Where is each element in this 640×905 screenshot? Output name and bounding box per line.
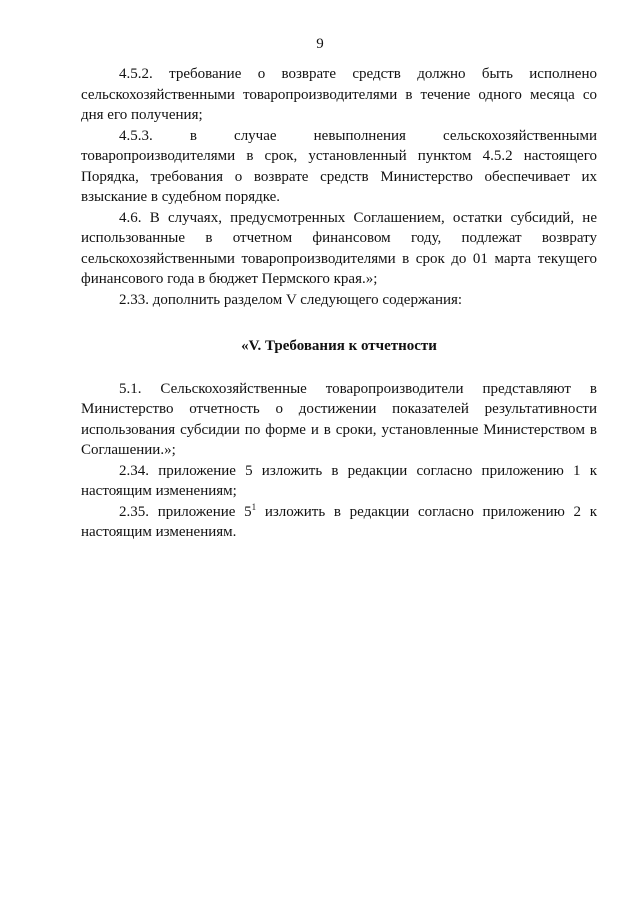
page-number: 9	[316, 36, 324, 52]
document-body	[81, 64, 597, 543]
paragraph-2-35	[81, 502, 597, 543]
paragraph-5-1: 5.1. Сельскохозяйственные товаропроизводители представляют в Министерство отчетность о достижении показателей результативности использования субсидии по форме и в сроки, установленные Министерством в Соглашении.»;	[81, 380, 597, 458]
paragraph-4-6: 4.6. В случаях, предусмотренных Соглашением, остатки субсидий, не использованные в отчетном финансовом году, подлежат возврату сельскохозяйственными товаропроизводителями в срок до 01 марта текущего финансового года в бюджет Пермского края.»;	[81, 209, 597, 287]
paragraph-4-5-2: 4.5.2. требование о возврате средств должно быть исполнено сельскохозяйственными товаропроизводителями в течение одного месяца со дня его получения;	[81, 66, 597, 123]
superscript-index: 1	[251, 501, 257, 512]
section-heading: «V. Требования к отчетности	[241, 338, 437, 354]
paragraph-2-35-end: изложить в редакции согласно приложению 2 к настоящим изменениям.	[81, 503, 597, 540]
paragraph-2-35-start: 2.35. приложение 5	[119, 503, 252, 520]
paragraph-4-5-3: 4.5.3. в случае невыполнения сельскохозяйственными товаропроизводителями в срок, установленный пунктом 4.5.2 настоящего Порядка, требования о возврате средств Министерство обеспечивает их взыскание в судебном порядке.	[81, 127, 597, 205]
paragraph-2-33: 2.33. дополнить разделом V следующего содержания:	[119, 291, 463, 308]
paragraph-2-34: 2.34. приложение 5 изложить в редакции согласно приложению 1 к настоящим изменениям;	[81, 462, 597, 499]
